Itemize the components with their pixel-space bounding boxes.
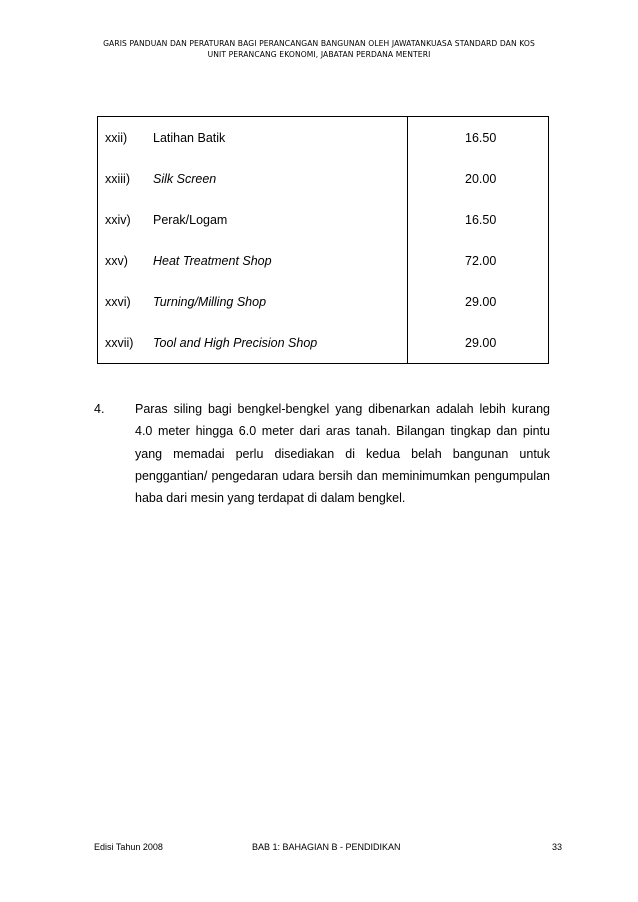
table-row (98, 322, 549, 364)
row-name: Silk Screen (153, 171, 217, 186)
row-number: xxii) (105, 130, 128, 145)
row-name: Heat Treatment Shop (153, 253, 272, 268)
row-name: Latihan Batik (153, 130, 226, 145)
header-line-2: UNIT PERANCANG EKONOMI, JABATAN PERDANA MENTERI (207, 50, 431, 59)
footer-edition: Edisi Tahun 2008 (94, 842, 163, 852)
page-header (0, 38, 638, 60)
row-number: xxiii) (105, 171, 130, 186)
paragraph-number: 4. (94, 402, 105, 416)
row-value: 20.00 (408, 158, 549, 199)
row-number: xxvii) (105, 335, 134, 350)
table-row (98, 158, 549, 199)
row-number: xxvi) (105, 294, 131, 309)
row-name: Turning/Milling Shop (153, 294, 267, 309)
row-value: 16.50 (408, 199, 549, 240)
footer-chapter: BAB 1: BAHAGIAN B - PENDIDIKAN (252, 842, 401, 852)
row-number: xxiv) (105, 212, 131, 227)
row-name: Perak/Logam (153, 212, 228, 227)
paragraph-text: Paras siling bagi bengkel-bengkel yang dibenarkan adalah lebih kurang 4.0 meter hingga 6.0 meter dari aras tanah. Bilangan tingkap dan pintu yang memadai perlu disediakan di kedua belah bangunan untuk penggantian/ pengedaran udara bersih dan meminimumkan pengumpulan haba dari mesin yang terdapat di dalam bengkel. (135, 402, 550, 506)
table-row (98, 281, 549, 322)
paragraph-4 (94, 398, 550, 509)
row-value: 16.50 (408, 117, 549, 159)
rates-table (97, 116, 549, 364)
row-value: 72.00 (408, 240, 549, 281)
table-row (98, 240, 549, 281)
row-value: 29.00 (408, 322, 549, 364)
row-name: Tool and High Precision Shop (153, 335, 318, 350)
header-line-1: GARIS PANDUAN DAN PERATURAN BAGI PERANCANGAN BANGUNAN OLEH JAWATANKUASA STANDARD DAN KOS (103, 39, 535, 48)
row-number: xxv) (105, 253, 128, 268)
row-value: 29.00 (408, 281, 549, 322)
table-row (98, 199, 549, 240)
table-row (98, 117, 549, 159)
page-number: 33 (551, 842, 562, 852)
